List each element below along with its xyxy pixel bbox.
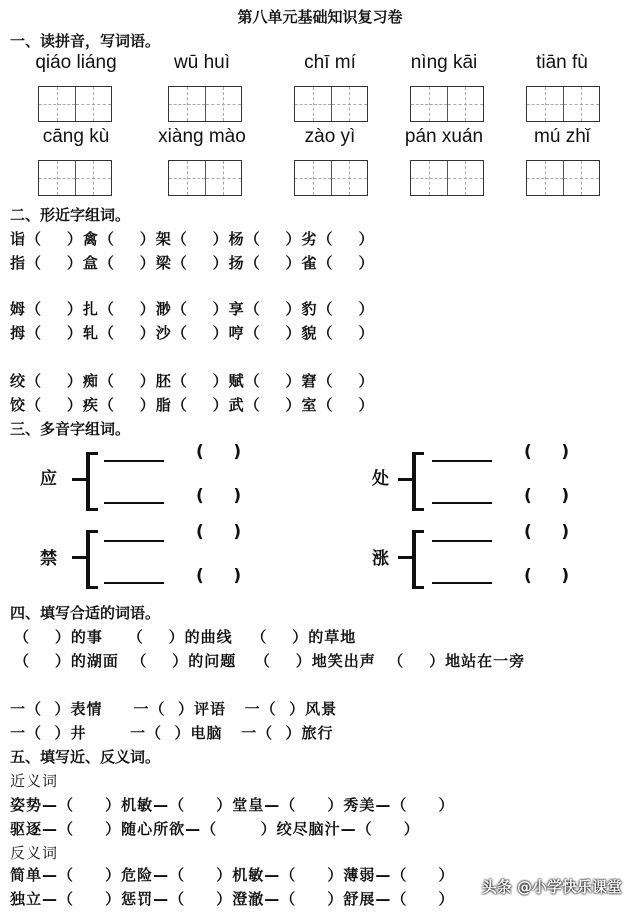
pinyin-label: qiáo liáng [35,52,117,73]
pinyin-label: wū huì [174,52,230,73]
polyphone-char: 处 [372,469,390,489]
answer-paren[interactable]: ( ) [196,566,242,586]
answer-line[interactable] [432,460,492,462]
exercise-line: （ ）的湖面 （ ）的问题 （ ）地笑出声 （ ）地站在一旁 [14,652,526,670]
answer-paren[interactable]: ( ) [196,486,242,506]
watermark: 头条 @小学快乐课堂 [481,878,622,896]
pinyin-label: cāng kù [42,126,110,147]
pinyin-label: xiàng mào [158,126,246,147]
section-5-heading: 五、填写近、反义词。 [10,748,161,766]
exercise-line: 诣（ ）禽（ ）架（ ）杨（ ）劣（ ） [10,230,375,248]
exercise-line: 简单—（ ）危险—（ ）机敏—（ ）薄弱—（ ） [10,866,455,884]
section-2-heading: 二、形近字组词。 [10,206,131,224]
pinyin-label: nìng kāi [410,52,478,73]
answer-line[interactable] [432,582,492,584]
answer-grid[interactable] [294,86,368,122]
answer-paren[interactable]: ( ) [524,566,570,586]
polyphone-char: 涨 [372,549,390,569]
answer-grid[interactable] [410,86,484,122]
exercise-line: 指（ ）盒（ ）梁（ ）扬（ ）雀（ ） [10,254,375,272]
answer-paren[interactable]: ( ) [524,522,570,542]
exercise-line: 绞（ ）痴（ ）胚（ ）赋（ ）窘（ ） [10,372,375,390]
answer-grid[interactable] [168,86,242,122]
section-4-heading: 四、填写合适的词语。 [10,604,161,622]
answer-grid[interactable] [294,160,368,196]
exercise-line: 饺（ ）疾（ ）脂（ ）武（ ）室（ ） [10,396,375,414]
pinyin-label: zào yì [304,126,356,147]
polyphone-char: 应 [40,469,58,489]
subheading-synonyms: 近义词 [10,772,59,790]
exercise-line: 一（ ）井 一（ ）电脑 一（ ）旅行 [10,724,334,742]
exercise-line: 驱逐—（ ）随心所欲—（ ）绞尽脑汁—（ ） [10,820,420,838]
pinyin-label: pán xuán [404,126,484,147]
exercise-line: 独立—（ ）惩罚—（ ）澄澈—（ ）舒展—（ ） [10,890,455,908]
answer-grid[interactable] [168,160,242,196]
answer-line[interactable] [432,540,492,542]
answer-line[interactable] [432,502,492,504]
pinyin-label: chī mí [304,52,356,73]
polyphone-char: 禁 [40,549,58,569]
answer-paren[interactable]: ( ) [524,442,570,462]
answer-grid[interactable] [526,86,600,122]
pinyin-label: mú zhǐ [534,126,590,147]
exercise-line: 姆（ ）扎（ ）渺（ ）享（ ）豹（ ） [10,300,375,318]
exercise-line: 姿势—（ ）机敏—（ ）堂皇—（ ）秀美—（ ） [10,796,455,814]
exercise-line: （ ）的事 （ ）的曲线 （ ）的草地 [14,628,357,646]
section-1-heading: 一、读拼音，写词语。 [10,32,161,50]
subheading-antonyms: 反义词 [10,844,59,862]
answer-line[interactable] [104,582,164,584]
answer-grid[interactable] [526,160,600,196]
answer-paren[interactable]: ( ) [524,486,570,506]
answer-line[interactable] [104,540,164,542]
exercise-line: 拇（ ）轧（ ）沙（ ）哼（ ）貌（ ） [10,324,375,342]
answer-paren[interactable]: ( ) [196,442,242,462]
section-3-heading: 三、多音字组词。 [10,420,131,438]
answer-grid[interactable] [410,160,484,196]
exercise-line: 一（ ）表情 一（ ）评语 一（ ）风景 [10,700,338,718]
answer-paren[interactable]: ( ) [196,522,242,542]
answer-line[interactable] [104,460,164,462]
answer-grid[interactable] [38,86,112,122]
answer-grid[interactable] [38,160,112,196]
answer-line[interactable] [104,502,164,504]
page-title: 第八单元基础知识复习卷 [237,8,403,26]
pinyin-label: tiān fù [536,52,588,73]
